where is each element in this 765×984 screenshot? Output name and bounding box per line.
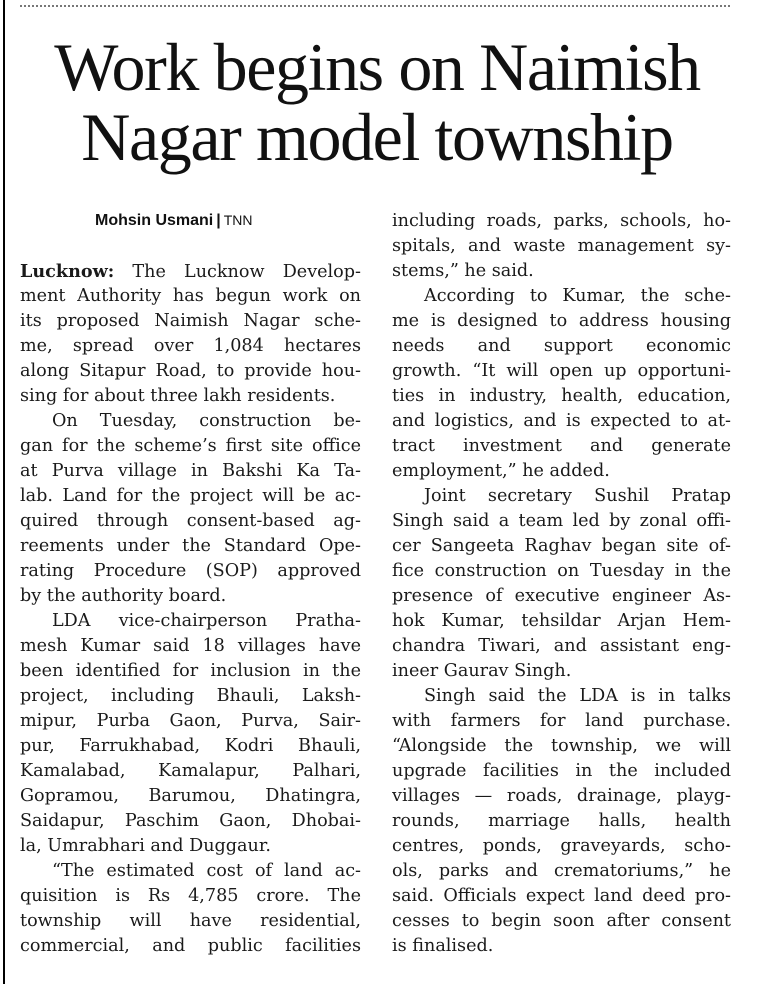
text-line-content: LDA vice-chairperson Pratha-: [52, 611, 361, 631]
text-line: [392, 684, 731, 709]
article-column-1: [20, 259, 361, 959]
text-line: [20, 809, 361, 834]
text-line-content: “The estimated cost of land ac-: [52, 861, 361, 881]
text-line: [392, 609, 731, 634]
text-line: [20, 409, 361, 434]
article-column-2: [392, 209, 731, 959]
dateline: Lucknow:: [20, 261, 115, 282]
text-line: [392, 859, 731, 884]
text-line-content: hok Kumar, tehsildar Arjan Hem-: [392, 611, 731, 631]
text-line: [20, 734, 361, 759]
text-line-content: needs and support economic: [392, 336, 731, 356]
text-line-content: cesses to begin soon after consent: [392, 911, 731, 931]
text-line-content: villages — roads, drainage, playg-: [392, 786, 731, 806]
text-line: [20, 459, 361, 484]
text-line: [392, 484, 731, 509]
text-line-content: Gopramou, Barumou, Dhatingra,: [20, 786, 361, 806]
text-line: [20, 934, 361, 959]
text-line: [392, 709, 731, 734]
text-line: [20, 559, 361, 584]
text-line-content: spitals, and waste management sy-: [392, 236, 731, 256]
text-line: [20, 434, 361, 459]
text-line: [20, 484, 361, 509]
text-line-content: la, Umrabhari and Duggaur.: [20, 836, 271, 856]
text-line-content: reements under the Standard Ope-: [20, 536, 361, 556]
top-dotted-rule: [20, 5, 730, 7]
text-line-content: including roads, parks, schools, ho-: [392, 211, 731, 231]
text-line-content: ment Authority has begun work on: [20, 286, 361, 306]
text-line: [20, 634, 361, 659]
byline-separator: |: [216, 212, 221, 229]
text-line-content: centres, ponds, graveyards, scho-: [392, 836, 731, 856]
text-line: [20, 884, 361, 909]
text-line: [392, 759, 731, 784]
text-line-content: quired through consent-based ag-: [20, 511, 361, 531]
text-line-content: along Sitapur Road, to provide hou-: [20, 361, 361, 381]
text-line-content: mesh Kumar said 18 villages have: [20, 636, 361, 656]
text-line: [392, 309, 731, 334]
text-line-content: rounds, marriage halls, health: [392, 811, 731, 831]
byline: [95, 212, 253, 230]
text-line-content: sing for about three lakh residents.: [20, 386, 336, 406]
text-line: [392, 584, 731, 609]
text-line: [392, 509, 731, 534]
text-line: [392, 659, 731, 684]
text-line: [20, 284, 361, 309]
text-line: [20, 709, 361, 734]
text-line-content: gan for the scheme’s first site office: [20, 436, 361, 456]
text-line-content: Singh said the LDA is in talks: [424, 686, 731, 706]
text-line-content: me is designed to address housing: [392, 311, 731, 331]
text-line-content: The Lucknow Develop-: [114, 262, 361, 282]
text-line: [392, 884, 731, 909]
text-line: [20, 909, 361, 934]
text-line-content: with farmers for land purchase.: [392, 711, 731, 731]
text-line: [20, 509, 361, 534]
text-line: [20, 659, 361, 684]
text-line: [392, 809, 731, 834]
news-agency: TNN: [223, 212, 253, 228]
text-line: [20, 759, 361, 784]
headline: [22, 29, 732, 175]
text-line-content: mipur, Purba Gaon, Purva, Sair-: [20, 711, 361, 731]
text-line: [20, 584, 361, 609]
text-line: [392, 334, 731, 359]
text-line-content: township will have residential,: [20, 911, 361, 931]
text-line-content: me, spread over 1,084 hectares: [20, 336, 361, 356]
text-line-content: commercial, and public facilities: [20, 936, 361, 956]
text-line: [392, 259, 731, 284]
text-line: [392, 359, 731, 384]
text-line-content: ineer Gaurav Singh.: [392, 661, 572, 681]
text-line: [392, 834, 731, 859]
text-line: [392, 634, 731, 659]
text-line: [392, 384, 731, 409]
text-line: [20, 534, 361, 559]
text-line-content: said. Officials expect land deed pro-: [392, 886, 731, 906]
text-line-content: ties in industry, health, education,: [392, 386, 731, 406]
text-line: [20, 859, 361, 884]
text-line-content: upgrade facilities in the included: [392, 761, 731, 781]
text-line: [20, 334, 361, 359]
text-line-content: lab. Land for the project will be ac-: [20, 486, 361, 506]
text-line-content: chandra Tiwari, and assistant eng-: [392, 636, 731, 656]
text-line-content: fice construction on Tuesday in the: [392, 561, 731, 581]
author-name: Mohsin Usmani: [95, 212, 214, 229]
text-line-content: According to Kumar, the sche-: [424, 286, 731, 306]
text-line-content: and logistics, and is expected to at-: [392, 411, 731, 431]
text-line: [20, 784, 361, 809]
text-line-content: its proposed Naimish Nagar sche-: [20, 311, 361, 331]
headline-line-1: Work begins on Naimish: [54, 29, 700, 105]
text-line-content: is finalised.: [392, 936, 494, 956]
text-line-content: presence of executive engineer As-: [392, 586, 731, 606]
text-line: [20, 259, 361, 284]
text-line: [392, 434, 731, 459]
text-line-content: On Tuesday, construction be-: [52, 411, 361, 431]
text-line: [20, 384, 361, 409]
text-line-content: stems,” he said.: [392, 261, 534, 281]
text-line: [392, 934, 731, 959]
left-border-rule: [3, 0, 5, 984]
text-line-content: rating Procedure (SOP) approved: [20, 561, 361, 581]
text-line: [20, 309, 361, 334]
text-line: [20, 684, 361, 709]
text-line-content: Saidapur, Paschim Gaon, Dhobai-: [20, 811, 361, 831]
text-line-content: project, including Bhauli, Laksh-: [20, 686, 361, 706]
text-line-content: Singh said a team led by zonal offi-: [392, 511, 731, 531]
text-line: [392, 459, 731, 484]
text-line: [392, 409, 731, 434]
text-line-content: cer Sangeeta Raghav began site of-: [392, 536, 731, 556]
text-line: [392, 234, 731, 259]
text-line: [392, 909, 731, 934]
text-line: [392, 559, 731, 584]
text-line: [20, 834, 361, 859]
text-line: [392, 534, 731, 559]
text-line-content: by the authority board.: [20, 586, 227, 606]
text-line-content: at Purva village in Bakshi Ka Ta-: [20, 461, 361, 481]
headline-line-2: Nagar model township: [81, 99, 673, 175]
text-line-content: Joint secretary Sushil Pratap: [424, 486, 731, 506]
text-line-content: Kamalabad, Kamalapur, Palhari,: [20, 761, 361, 781]
text-line: [392, 209, 731, 234]
text-line: [392, 784, 731, 809]
text-line-content: been identified for inclusion in the: [20, 661, 361, 681]
text-line: [392, 734, 731, 759]
text-line-content: tract investment and generate: [392, 436, 731, 456]
text-line-content: pur, Farrukhabad, Kodri Bhauli,: [20, 736, 361, 756]
text-line: [20, 359, 361, 384]
text-line: [20, 609, 361, 634]
text-line-content: quisition is Rs 4,785 crore. The: [20, 886, 361, 906]
text-line-content: growth. “It will open up opportuni-: [392, 361, 731, 381]
text-line-content: ols, parks and crematoriums,” he: [392, 861, 731, 881]
text-line-content: “Alongside the township, we will: [392, 736, 731, 756]
text-line: [392, 284, 731, 309]
text-line-content: employment,” he added.: [392, 461, 610, 481]
